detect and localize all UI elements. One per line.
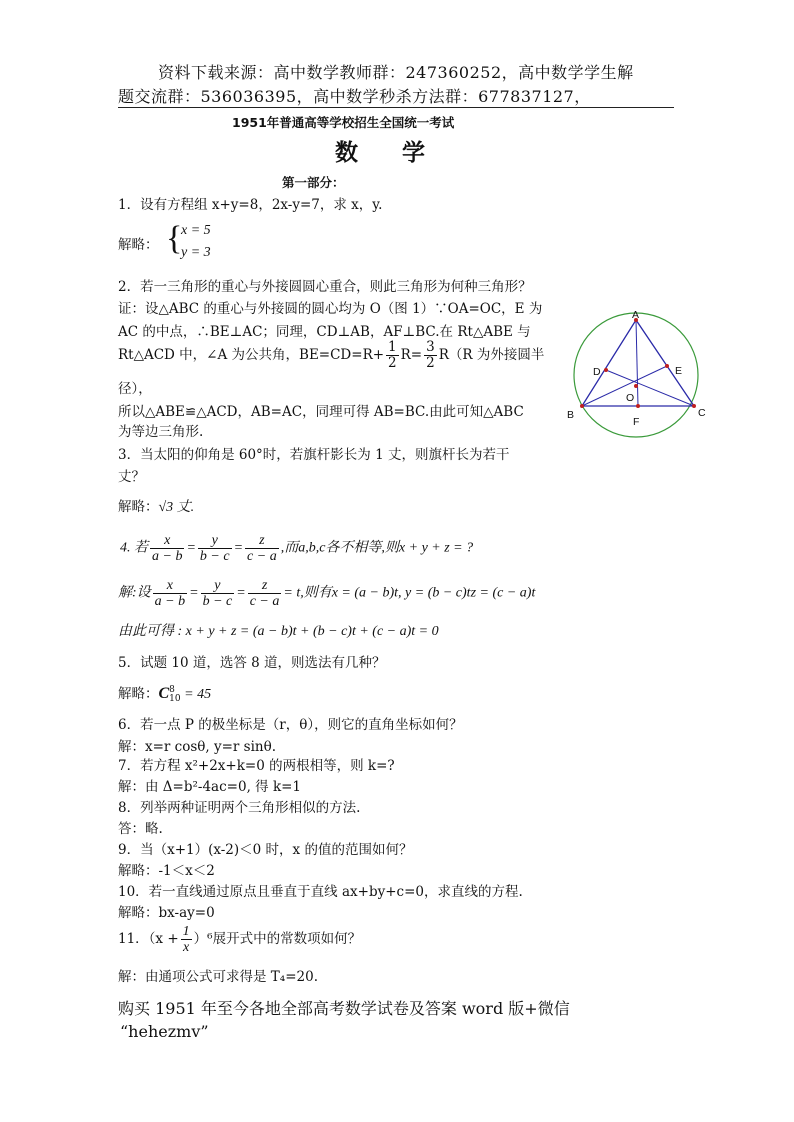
q4-frac-z-den: c − a (247, 549, 277, 564)
triangle-circle-figure (560, 308, 720, 440)
q2-line6: 为等边三角形. (118, 424, 204, 440)
q2-frac1-num: 1 (388, 339, 397, 355)
label-e: E (675, 365, 683, 377)
header-rule (118, 107, 674, 108)
q4-sol-frac-z-num: z (248, 578, 282, 594)
q4-sol-suffix: = t,则有x = (a − b)t, y = (b − c)tz = (c − a)t (283, 585, 536, 601)
q5-question: 5．试题 10 道，选答 8 道，则选法有几种？ (118, 655, 386, 671)
q6-answer: 解：x=r cosθ, y=r sinθ. (118, 739, 277, 755)
q2-line1: 证：设△ABC 的重心与外接圆的圆心均为 O（图 1）∵OA=OC，E 为 (118, 301, 543, 317)
q4-frac-x-den: a − b (152, 549, 183, 564)
q4-sol-frac-y (201, 578, 235, 609)
q8-answer: 答：略. (118, 821, 163, 837)
q4-frac-z-num: z (245, 533, 279, 549)
q4-sol-frac-z-den: c − a (249, 594, 280, 609)
q4-sol-frac-y-den: b − c (202, 594, 233, 609)
point-b (580, 404, 584, 408)
q5-sub: 10 (169, 693, 181, 704)
point-d (604, 368, 608, 372)
q2-frac2-den: 2 (426, 355, 435, 371)
q2-frac1-den: 2 (388, 355, 397, 371)
q2-frac2-num: 3 (426, 339, 435, 355)
q4-solution: 解:设 $\frac{x}{a - b}$ = $\frac{y}{b - c}$ = $\frac{z}{c - a}$ = t,则有x = (a − b)t, y = (b − c)tz = (c − a)t (118, 578, 536, 609)
footer-line-1: 购买 1951 年至今各地全部高考数学试卷及答案 word 版+微信 (118, 999, 570, 1018)
q2-question: 2．若一三角形的重心与外接圆圆心重合，则此三角形为何种三角形？ (118, 279, 532, 295)
q4-frac-z (245, 533, 279, 564)
point-f (636, 404, 640, 408)
q4-sol-frac-x (153, 578, 187, 609)
label-a: A (632, 309, 640, 321)
point-e (665, 364, 669, 368)
q4-result: 由此可得 : x + y + z = (a − b)t + (b − c)t + (c − a)t = 0 (118, 624, 439, 639)
q1-question: 1．设有方程组 x+y=8，2x-y=7，求 x，y. (118, 197, 383, 213)
label-c: C (698, 407, 706, 419)
q2-line4: 径）， (118, 381, 152, 397)
q7-question: 7．若方程 x²+2x+k=0 的两根相等，则 k=? (118, 758, 395, 774)
q5-c-symbol: C (158, 685, 170, 702)
q2-line3-c: R（R 为外接圆半 (438, 347, 545, 363)
q11-prefix: 11．（x + (118, 931, 179, 947)
q10-answer: 解略：bx-ay=0 (118, 905, 215, 921)
q4-sol-prefix: 解:设 (118, 585, 151, 601)
q7-answer: 解：由 Δ=b²-4ac=0, 得 k=1 (118, 779, 302, 795)
q4-frac-x-num: x (150, 533, 184, 549)
header-line-1: 资料下载来源：高中数学教师群：247360252，高中数学学生解 (158, 63, 634, 82)
q4-frac-y (198, 533, 232, 564)
q3-answer-label: 解略： (118, 499, 159, 515)
q5-answer-label: 解略： (118, 686, 159, 702)
q4-prefix: 4. 若 (120, 540, 148, 556)
q11-frac-den: x (183, 940, 190, 955)
label-o: O (626, 392, 635, 404)
label-b: B (567, 409, 575, 421)
point-o (634, 384, 638, 388)
exam-title: 1951年普通高等学校招生全国统一考试 (232, 115, 455, 130)
q6-question: 6．若一点 P 的极坐标是（r，θ），则它的直角坐标如何？ (118, 717, 463, 733)
q4-suffix: ,而a,b,c各不相等,则x + y + z = ? (280, 540, 474, 556)
q4-frac-y-den: b − c (199, 549, 230, 564)
q3-answer (118, 495, 194, 516)
q11-frac (181, 924, 192, 955)
q9-answer: 解略：-1＜x＜2 (118, 863, 215, 879)
median-af (636, 320, 638, 406)
q1-eq1: x = 5 (181, 223, 211, 238)
q11-answer: 解：由通项公式可求得是 T₄=20. (118, 969, 318, 985)
q4-sol-frac-x-den: a − b (154, 594, 186, 609)
header-line-2: 题交流群：536036395，高中数学秒杀方法群：677837127， (118, 87, 591, 106)
section-title: 第一部分： (282, 175, 345, 190)
q11-suffix: ）⁶展开式中的常数项如何？ (193, 931, 362, 947)
q5-answer (118, 682, 211, 704)
q11-frac-num: 1 (182, 924, 190, 939)
q1-eq2: y = 3 (181, 245, 211, 260)
point-c (692, 404, 696, 408)
q3-answer-value: √3 丈. (158, 500, 195, 515)
q4-frac-y-num: y (198, 533, 232, 549)
q10-question: 10．若一直线通过原点且垂直于直线 ax+by+c=0，求直线的方程. (118, 884, 523, 900)
q9-question: 9．当（x+1）(x-2)＜0 时，x 的值的范围如何？ (118, 842, 413, 858)
label-f: F (633, 416, 640, 428)
q2-line3-b: R= (400, 347, 423, 363)
q5-indices (169, 686, 180, 704)
q2-line5: 所以△ABE≌△ACD，AB=AC，同理可得 AB=BC.由此可知△ABC (118, 404, 524, 420)
q4-sol-frac-x-num: x (153, 578, 187, 594)
q4-question: 4. 若 $\frac{x}{a - b}$ = $\frac{y}{b - c}$ = $\frac{z}{c - a}$ ,而a,b,c各不相等,则x + y + z = ? (120, 533, 474, 564)
q5-answer-tail: = 45 (180, 687, 212, 702)
q5-sup: 8 (169, 684, 175, 695)
q4-sol-frac-z (248, 578, 282, 609)
footer-line-2: “hehezmv” (120, 1022, 209, 1041)
subject-title: 数 学 (335, 140, 444, 166)
q3-line1: 3．当太阳的仰角是 60°时，若旗杆影长为 1 丈，则旗杆长为若干 (118, 447, 510, 463)
q2-line2: AC 的中点，∴BE⊥AC；同理，CD⊥AB，AF⊥BC.在 Rt△ABE 与 (118, 324, 531, 340)
q1-brace: { (166, 220, 183, 257)
q11-question (118, 924, 361, 955)
q1-answer-label: 解略： (118, 237, 159, 253)
q8-question: 8．列举两种证明两个三角形相似的方法. (118, 800, 361, 816)
q2-line3-a: Rt△ACD 中，∠A 为公共角，BE=CD=R+ (118, 347, 385, 363)
q3-line2: 丈？ (118, 469, 145, 485)
q2-line3 (118, 340, 544, 371)
label-d: D (593, 366, 601, 378)
q4-frac-x (150, 533, 184, 564)
q4-sol-frac-y-num: y (201, 578, 235, 594)
q2-frac2 (424, 340, 437, 371)
q2-frac1 (386, 340, 399, 371)
